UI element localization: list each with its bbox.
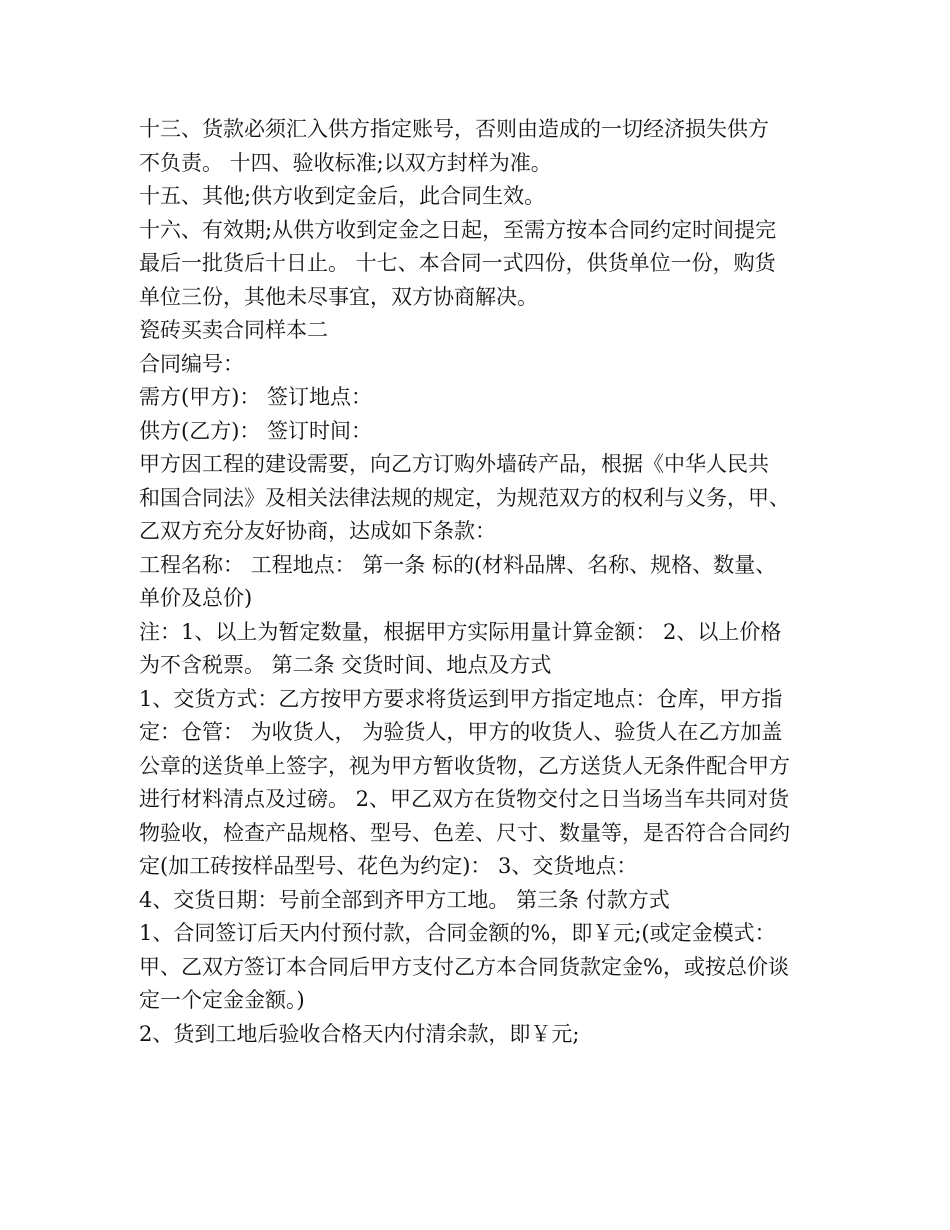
text-line: 4、交货日期：号前全部到齐甲方工地。 第三条 付款方式 xyxy=(139,887,670,912)
text-line: 1、合同签订后天内付预付款，合同金额的%，即￥元;(或定金模式： xyxy=(139,921,776,945)
text-line: 甲方因工程的建设需要，向乙方订购外墙砖产品，根据《中华人民共 xyxy=(139,452,769,476)
text-line: 不负责。 十四、验收标准;以双方封样为准。 xyxy=(139,150,552,175)
text-line: 和国合同法》及相关法律法规的规定，为规范双方的权利与义务，甲、 xyxy=(139,485,790,510)
document-body xyxy=(139,113,829,1051)
text-line: 工程名称： 工程地点： 第一条 标的(材料品牌、名称、规格、数量、 xyxy=(139,552,777,577)
text-line: 单位三份，其他未尽事宜，双方协商解决。 xyxy=(139,284,538,309)
supplier-field: 供方(乙方)： 签订时间： xyxy=(139,418,373,443)
text-line: 1、交货方式：乙方按甲方要求将货运到甲方指定地点：仓库，甲方指 xyxy=(139,686,783,711)
text-line: 公章的送货单上签字，视为甲方暂收货物，乙方送货人无条件配合甲方 xyxy=(139,753,790,778)
text-line: 十五、其他;供方收到定金后，此合同生效。 xyxy=(139,184,546,208)
text-line: 注：1、以上为暂定数量，根据甲方实际用量计算金额： 2、以上价格 xyxy=(139,619,782,644)
text-line: 2、货到工地后验收合格天内付清余款，即￥元; xyxy=(139,1021,580,1046)
text-line: 十三、货款必须汇入供方指定账号，否则由造成的一切经济损失供方 xyxy=(139,117,769,141)
text-line: 为不含税票。 第二条 交货时间、地点及方式 xyxy=(139,653,552,677)
contract-number-field: 合同编号： xyxy=(139,351,244,376)
text-line: 物验收，检查产品规格、型号、色差、尺寸、数量等，是否符合合同约 xyxy=(139,820,790,845)
text-line: 乙双方充分友好协商，达成如下条款： xyxy=(139,519,496,543)
text-line: 定：仓管： 为收货人， 为验货人，甲方的收货人、验货人在乙方加盖 xyxy=(139,720,783,744)
text-line: 进行材料清点及过磅。 2、甲乙双方在货物交付之日当场当车共同对货 xyxy=(139,787,790,811)
section-title: 瓷砖买卖合同样本二 xyxy=(139,318,328,342)
text-line: 甲、乙双方签订本合同后甲方支付乙方本合同货款定金%，或按总价谈 xyxy=(139,954,789,979)
buyer-field: 需方(甲方)： 签订地点： xyxy=(139,385,373,409)
text-line: 单价及总价) xyxy=(139,586,253,610)
text-line: 十六、有效期;从供方收到定金之日起，至需方按本合同约定时间提完 xyxy=(139,217,777,242)
text-line: 定(加工砖按样品型号、花色为约定)： 3、交货地点： xyxy=(139,854,638,878)
text-line: 最后一批货后十日止。 十七、本合同一式四份，供货单位一份，购货 xyxy=(139,251,776,275)
text-line: 定一个定金金额。) xyxy=(139,988,305,1012)
